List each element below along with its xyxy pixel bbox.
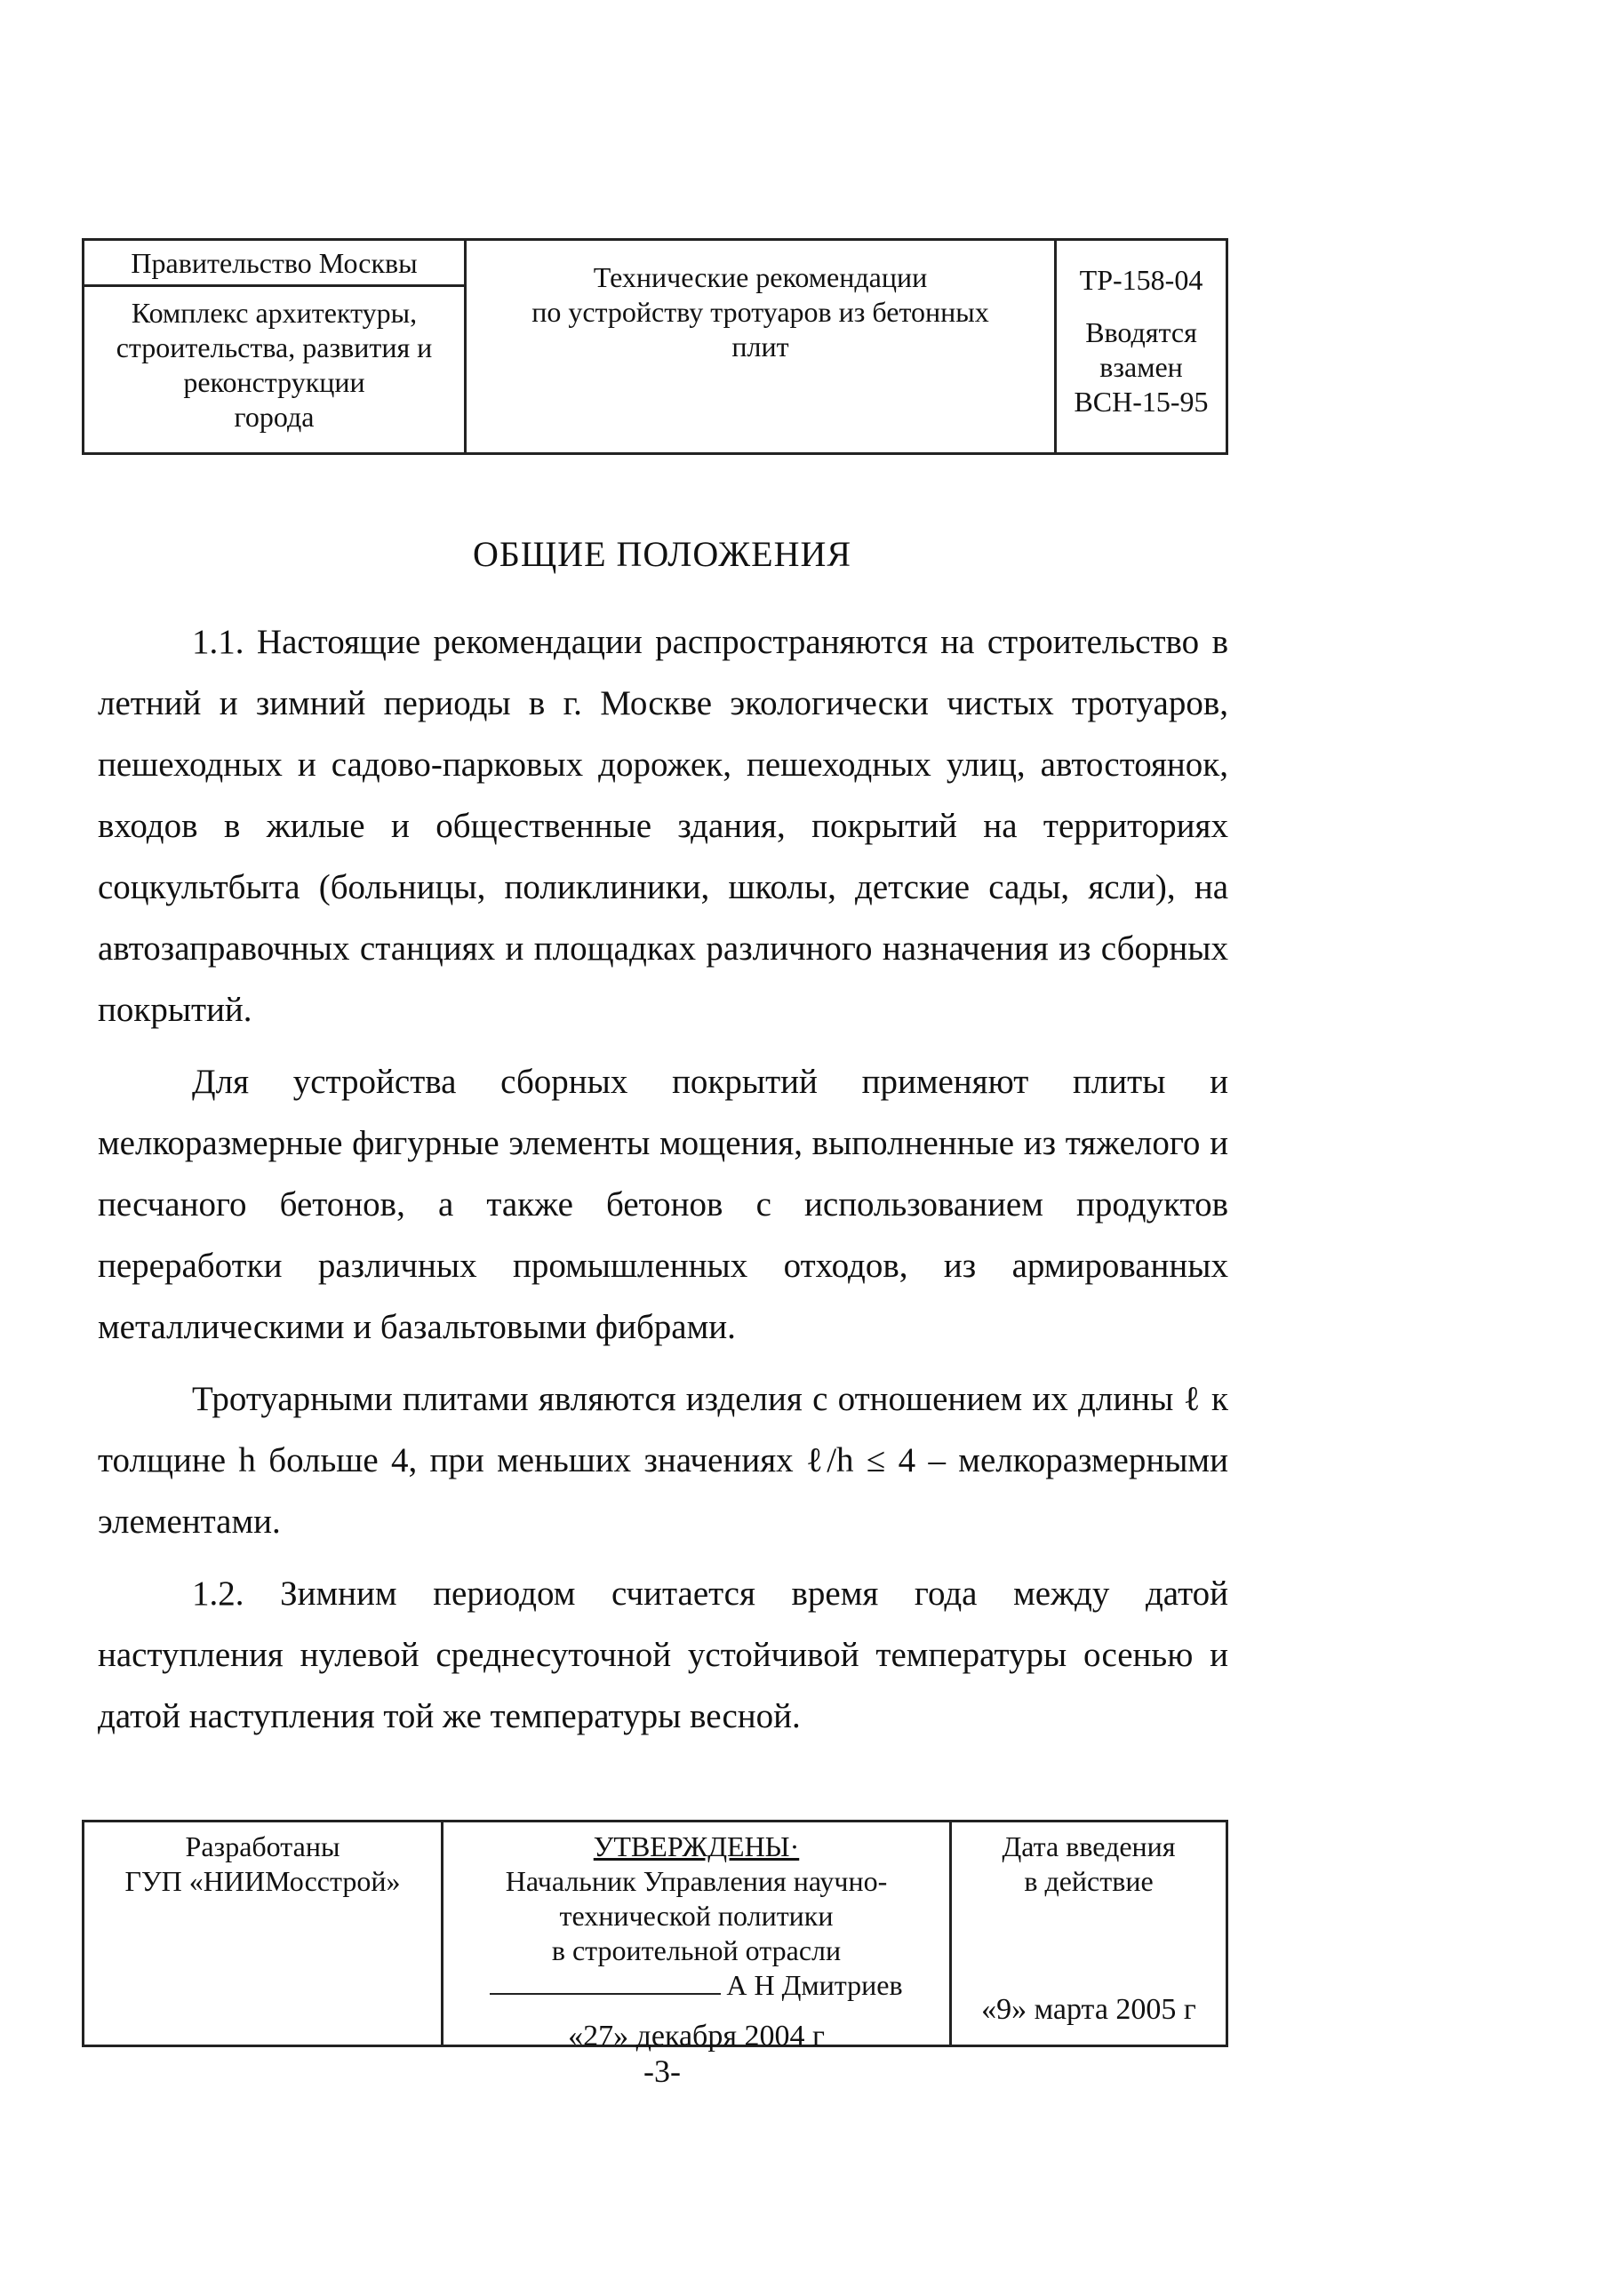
- organization-cell: [84, 241, 467, 452]
- document-code-cell: [1057, 241, 1226, 452]
- approver-line: Начальник Управления научно-: [505, 1865, 888, 1897]
- effective-date: «9» марта 2005 г: [981, 1993, 1196, 2026]
- complex-line: Комплекс архитектуры,: [131, 297, 418, 329]
- complex-line: города: [234, 401, 315, 433]
- signature-blank: [490, 1968, 721, 1995]
- document-title: [467, 241, 1057, 452]
- developed-label: Разработаны: [185, 1830, 340, 1862]
- replaces-line: Вводятся: [1085, 316, 1197, 348]
- complex-line: строительства, развития и: [116, 331, 433, 363]
- body-text: [98, 611, 1228, 1747]
- complex-name: [84, 287, 464, 434]
- complex-line: реконструкции: [183, 366, 365, 398]
- effective-label-line: в действие: [1024, 1865, 1154, 1897]
- replaces-line: взамен: [1099, 351, 1183, 383]
- approver-line: технической политики: [559, 1900, 834, 1932]
- approval-cell: [443, 1822, 952, 2053]
- paragraph-prefab-coverings: Для устройства сборных покрытий применяют плиты и мелкоразмерные фигурные элементы мощения, выполненные из тяжелого и песчаного бетонов, а также бетонов с использованием продуктов переработки различных промышленных отходов, из армированных металлическими и базальтовыми фибрами.: [98, 1063, 1228, 1346]
- government-name: Правительство Москвы: [84, 241, 464, 287]
- approver-line: в строительной отрасли: [551, 1934, 842, 1966]
- approved-label: УТВЕРЖДЕНЫ·: [593, 1830, 800, 1862]
- title-line: плит: [731, 331, 789, 363]
- effective-date-cell: [952, 1822, 1226, 2052]
- signer-name: А Н Дмитриев: [726, 1969, 903, 2001]
- page-number: -3-: [643, 2053, 681, 2089]
- title-line: Технические рекомендации: [593, 261, 928, 293]
- paragraph-pavement-slabs: Тротуарными плитами являются изделия с отношением их длины ℓ к толщине h больше 4, при меньших значениях ℓ/h ≤ 4 – мелкоразмерными элементами.: [98, 1380, 1228, 1541]
- document-code: ТР-158-04: [1079, 264, 1203, 296]
- approved-date: «27» декабря 2004 г: [568, 2020, 825, 2053]
- title-line: по устройству тротуаров из бетонных: [531, 296, 989, 328]
- developer-name: ГУП «НИИМосстрой»: [124, 1865, 401, 1897]
- section-heading: ОБЩИЕ ПОЛОЖЕНИЯ: [472, 534, 852, 574]
- effective-label-line: Дата введения: [1002, 1830, 1176, 1862]
- replaces-note: [1057, 315, 1226, 419]
- paragraph-1-2: 1.2. Зимним периодом считается время года между датой наступления нулевой среднесуточной устойчивой температуры осенью и датой наступления той же температуры весной.: [98, 1575, 1228, 1735]
- developer-cell: [84, 1822, 443, 2045]
- replaces-line: ВСН-15-95: [1074, 386, 1209, 418]
- signature-line: [443, 1968, 949, 2003]
- header-table: [82, 238, 1228, 455]
- paragraph-1-1: 1.1. Настоящие рекомендации распространяются на строительство в летний и зимний периоды в г. Москве экологически чистых тротуаров, пешеходных и садово-парковых дорожек, пешеходных улиц, автостоянок, входов в жилые и общественные здания, покрытий на территориях соцкультбыта (больницы, поликлиники, школы, детские сады, ясли), на автозаправочных станциях и площадках различного назначения из сборных покрытий.: [98, 623, 1228, 1029]
- footer-table: [82, 1820, 1228, 2053]
